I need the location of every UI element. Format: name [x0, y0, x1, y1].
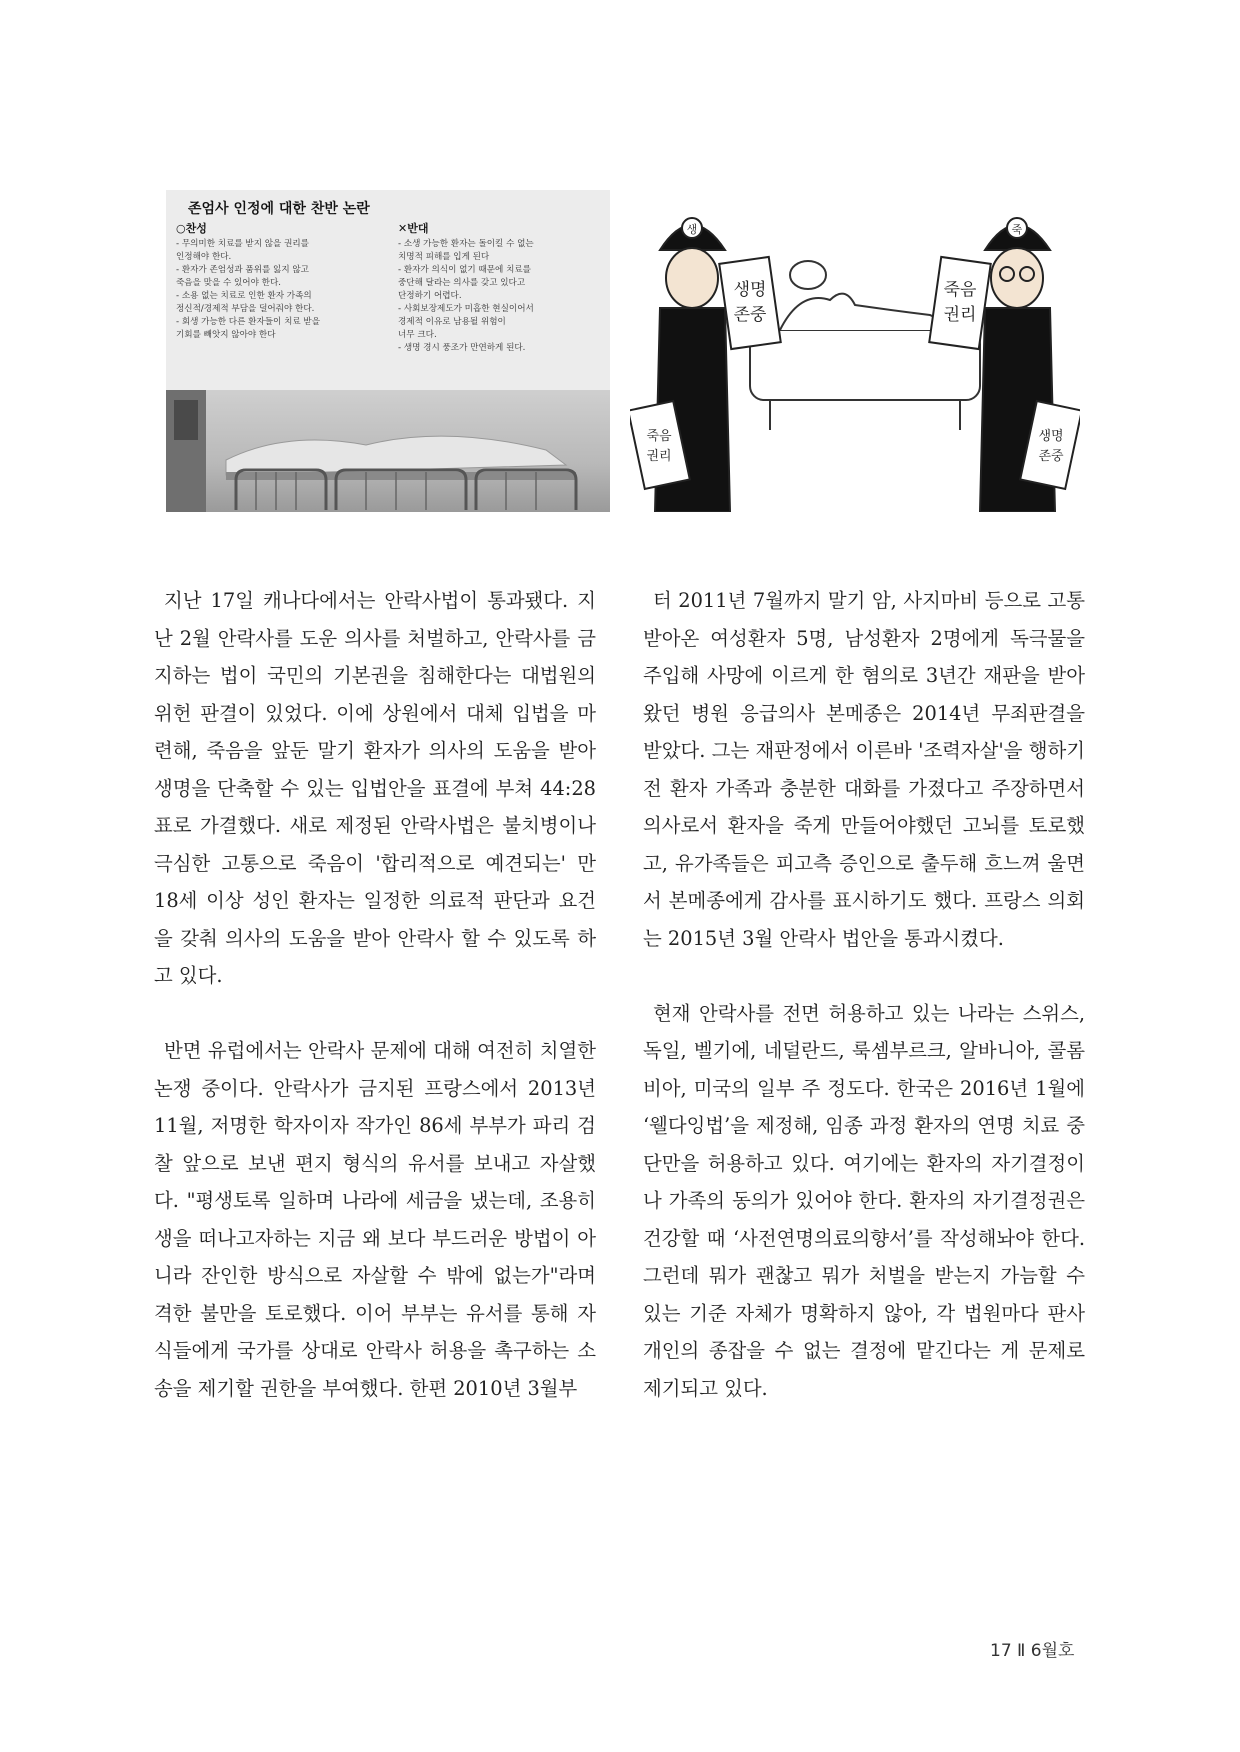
debate-infographic-photo: [166, 190, 610, 512]
body-paragraph: 반면 유럽에서는 안락사 문제에 대해 여전히 치열한 논쟁 중이다. 안락사가 금지된 프랑스에서 2013년 11월, 저명한 학자이자 작가인 86세 부부가 파리 검찰 앞으로 보낸 편지 형식의 유서를 보내고 자살했다. "평생토록 일하며 나라에 세금을 냈는데, 조용히 생을 떠나고자하는 지금 왜 보다 부드러운 방법이 아니라 잔인한 방식으로 자살할 수 밖에 없는가"라며 격한 불만을 토로했다. 이어 부부는 유서를 통해 자식들에게 국가를 상대로 안락사 허용을 촉구하는 소송을 제기할 권한을 부여했다. 한편 2010년 3월부: [154, 1039, 596, 1400]
hat-badge-left: 생: [686, 223, 698, 236]
body-paragraph: 지난 17일 캐나다에서는 안락사법이 통과됐다. 지난 2월 안락사를 도운 의사를 처벌하고, 안락사를 금지하는 법이 국민의 기본권을 침해한다는 대법원의 위헌 판결이 있었다. 이에 상원에서 대체 입법을 마련해, 죽음을 앞둔 말기 환자가 의사의 도움을 받아 생명을 단축할 수 있는 입법안을 표결에 부쳐 44:28 표로 가결했다. 새로 제정된 안락사법은 불치병이나 극심한 고통으로 죽음이 '합리적으로 예견되는' 만 18세 이상 성인 환자는 일정한 의료적 판단과 요건을 갖춰 의사의 도움을 받아 안락사 할 수 있도록 하고 있다.: [154, 589, 596, 987]
sign-left-line1: 생명: [733, 280, 767, 300]
pro-column: [176, 220, 386, 342]
judges-cartoon: [630, 190, 1080, 512]
left-text-column: [154, 582, 596, 1407]
body-paragraph: 터 2011년 7월까지 말기 암, 사지마비 등으로 고통받아온 여성환자 5명, 남성환자 2명에게 독극물을 주입해 사망에 이르게 한 혐의로 3년간 재판을 받아왔던 병원 응급의사 본메종은 2014년 무죄판결을 받았다. 그는 재판정에서 이른바 '조력자살'을 행하기 전 환자 가족과 충분한 대화를 가졌다고 주장하면서 의사로서 환자을 죽게 만들어야했던 고뇌를 토로했고, 유가족들은 피고측 증인으로 출두해 흐느껴 울면서 본메종에게 감사를 표시하기도 했다. 프랑스 의회는 2015년 3월 안락사 법안을 통과시켰다.: [643, 589, 1085, 950]
sign-right-line1: 죽음: [943, 280, 977, 300]
pro-item: - 회생 가능한 다른 환자들이 치료 받을 기회를 빼앗지 않아야 한다: [176, 317, 321, 340]
sign-left-line2: 존중: [733, 305, 767, 325]
con-item: - 소생 가능한 환자는 돌이킬 수 없는 치명적 피해를 입게 된다: [398, 239, 534, 262]
paper-left-line2: 권리: [646, 449, 672, 464]
body-paragraph: 현재 안락사를 전면 허용하고 있는 나라는 스위스, 독일, 벨기에, 네덜란드, 룩셈부르크, 알바니아, 콜롬비아, 미국의 일부 주 정도다. 한국은 2016년 1월에 ‘웰다잉법’을 제정해, 임종 과정 환자의 연명 치료 중단만을 허용하고 있다. 여기에는 환자의 자기결정이나 가족의 동의가 있어야 한다. 환자의 자기결정권은 건강할 때 ‘사전연명의료의향서’를 작성해놔야 한다. 그런데 뭐가 괜찮고 뭐가 처벌을 받는지 가늠할 수 있는 기준 자체가 명확하지 않아, 각 법원마다 판사 개인의 종잡을 수 없는 결정에 맡긴다는 게 문제로 제기되고 있다.: [643, 1001, 1085, 1400]
bed-illustration: [166, 390, 610, 512]
hat-badge-right: 죽: [1011, 223, 1023, 236]
debate-infobox: [166, 190, 610, 400]
con-heading: ✕반대: [398, 222, 429, 235]
sign-right-line2: 권리: [943, 305, 977, 325]
con-item: - 사회보장제도가 미흡한 현실이어서 경제적 이유로 남용될 위험이 너무 크다.: [398, 304, 534, 340]
pro-item: - 소용 없는 치료로 인한 환자 가족의 정신적/경제적 부담을 덜어줘야 한다.: [176, 291, 315, 314]
paper-left-line1: 죽음: [646, 429, 672, 444]
pro-heading: ○찬성: [176, 222, 207, 235]
con-item: - 환자가 의식이 없기 때문에 치료를 중단해 달라는 의사를 갖고 있다고 단정하기 어렵다.: [398, 265, 531, 301]
paper-right-line1: 생명: [1038, 429, 1064, 444]
pro-item: - 환자가 존엄성과 품위를 잃지 않고 죽음을 맞을 수 있어야 한다.: [176, 265, 309, 288]
cartoon-illustration: [630, 190, 1080, 512]
right-text-column: [643, 582, 1085, 1407]
page-footer: 17 Ⅱ 6월호: [990, 1641, 1075, 1661]
paper-right-line2: 존중: [1038, 449, 1064, 464]
pro-item: - 무의미한 치료를 받지 않을 권리를 인정해야 한다.: [176, 239, 309, 262]
hospital-bed-photo: [166, 390, 610, 512]
con-column: [398, 220, 608, 355]
infobox-title: 존엄사 인정에 대한 찬반 논란: [188, 201, 370, 217]
con-item: - 생명 경시 풍조가 만연하게 된다.: [398, 343, 526, 353]
